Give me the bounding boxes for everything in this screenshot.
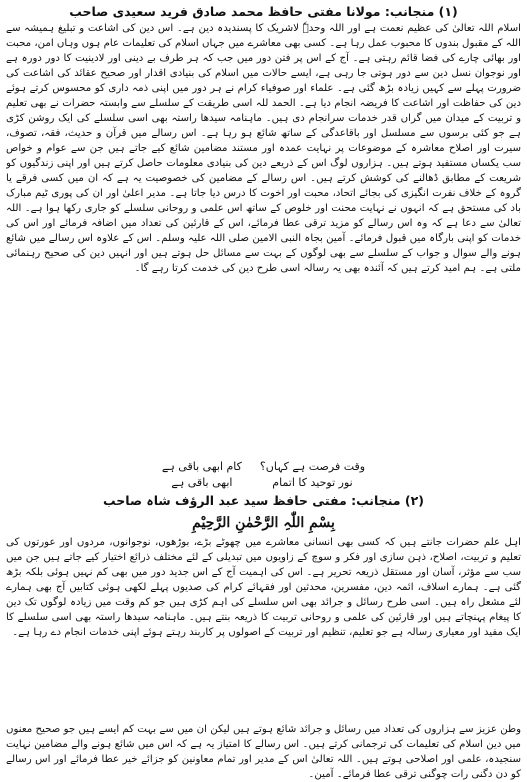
verse-line-2-left: ابھی باقی ہے xyxy=(171,476,233,489)
verse-line-2-right: نور توحید کا اتمام xyxy=(272,476,353,489)
verse-left-column xyxy=(162,459,242,491)
verse-line-1-left: کام ابھی باقی ہے xyxy=(161,460,242,473)
basmala: بِسْمِ اللّٰہِ الرَّحْمٰنِ الرَّحِیْمِ xyxy=(192,515,335,531)
section-2-body: اہل علم حضرات جانتے ہیں کہ کسی بھی انسانی معاشرے میں چھوٹے بڑے، بوڑھوں، نوجوانوں، مردوں اور عورتوں کی تعلیم و تربیت، اصلاح، ذہن سازی اور فکر و سوچ کے زاویوں میں تبدیلی کے لئے مختلف ذرائع اختیار کیے جاتے ہیں جن میں سب سے مؤثر، آسان اور مستقل ذریعہ تحریر ہے۔ اس کی اہمیت آج کے اس جدید دور میں بھی کم نہیں ہوئی بلکہ بڑھ گئی ہے۔ ہمارے اسلاف، ائمہ دین، مفسرین، محدثین اور فقہائے کرام کی صدیوں پہلے لکھی ہوئی کتابیں آج بھی ہمارے لئے مشعل راہ ہیں۔ اسی طرح رسائل و جرائد بھی اس سلسلے کی اہم کڑی ہیں جو کم وقت میں زیادہ لوگوں تک دین کا پیغام پہنچاتے ہیں اور قارئین کی علمی و روحانی تربیت کا ذریعہ بنتے ہیں۔ ماہنامہ سیدھا راستہ بھی اسی سلسلے کا ایک مفید اور معیاری رسالہ ہے جو تعلیم، تنظیم اور تربیت کے اصولوں پر کاربند رہتے ہوئے اپنی خدمات انجام دے رہا ہے۔ xyxy=(6,537,521,638)
poetry-verse xyxy=(6,459,521,491)
verse-right-column xyxy=(260,459,365,491)
section-1-heading: (۱) منجانب: مولانا مفتی حافظ محمد صادق فرید سعیدی صاحب xyxy=(69,4,458,19)
verse-line-1-right: وقت فرصت ہے کہاں؟ xyxy=(259,460,366,473)
section-1-body: اسلام اللہ تعالیٰ کی عظیم نعمت ہے اور اللہ وحدہٗ لاشریک کا پسندیدہ دین ہے۔ اس دین کی اشاعت و تبلیغ ہمیشہ سے اللہ کے مقبول بندوں کا محبوب عمل رہا ہے۔ کسی بھی معاشرے میں جہاں اسلام کی تعلیمات عام ہوں وہاں امن، محبت اور بھائی چارے کی فضا قائم رہتی ہے۔ آج کے اس پر فتن دور میں جب کہ ہر طرف بے دینی اور لادینیت کا دور دورہ ہے اور نوجوان نسل دین سے دور ہوتی جا رہی ہے، ایسے حالات میں اسلام کی بنیادی اقدار اور صحیح عقائد کی اشاعت کی ضرورت پہلے سے کہیں زیادہ بڑھ گئی ہے۔ علماء اور صوفیاء کرام نے ہر دور میں اپنی ذمہ داری کو محسوس کرتے ہوئے دین کی حفاظت اور اشاعت کا فریضہ انجام دیا ہے۔ الحمد للہ اسی طریقت کے سلسلے سے وابستہ حضرات نے بھی تعلیم و تربیت کے میدان میں گراں قدر خدمات سرانجام دی ہیں۔ ماہنامہ سیدھا راستہ بھی اسی سلسلے کی ایک روشن کڑی ہے جو کئی برسوں سے مسلسل اور باقاعدگی کے ساتھ شائع ہو رہا ہے۔ اس رسالے میں قرآن و حدیث، فقہ، تصوف، سیرت اور اصلاح معاشرہ کے موضوعات پر نہایت عمدہ اور مستند مضامین شائع کیے جاتے ہیں جن سے عوام و خواص سب یکساں مستفید ہوتے ہیں۔ ہزاروں لوگ اس کے ذریعے دین کی بنیادی معلومات حاصل کرتے ہیں اور اپنی زندگیوں کو شریعت کے مطابق ڈھالنے کی کوشش کرتے ہیں۔ اس رسالے کے مضامین کی خصوصیت یہ ہے کہ ان میں کسی فرقے یا گروہ کے خلاف نفرت انگیزی کی بجائے اتحاد، محبت اور اخوت کا درس دیا جاتا ہے۔ مدیر اعلیٰ اور ان کی پوری ٹیم مبارک باد کی مستحق ہے کہ انہوں نے نہایت محنت اور خلوص کے ساتھ اس علمی و روحانی سلسلے کو جاری رکھا ہوا ہے۔ اللہ تعالیٰ سے دعا ہے کہ وہ اس رسالے کو مزید ترقی عطا فرمائے، اس کے قارئین کی تعداد میں اضافہ فرمائے اور اس کی خدمات کو اپنی بارگاہ میں قبول فرمائے۔ آمین بجاہ النبی الامین صلی اللہ علیہ وسلم۔ اس کے علاوہ اس رسالے میں شائع ہونے والے سوال و جواب کے سلسلے سے بھی لوگوں کے بہت سے مسائل حل ہوتے ہیں اور انہیں دین کی صحیح رہنمائی ملتی ہے۔ ہم امید کرتے ہیں کہ آئندہ بھی یہ رسالہ اسی طرح دین کی خدمت کرتا رہے گا۔ xyxy=(6,23,521,274)
section-3-body: وطن عزیز سے ہزاروں کی تعداد میں رسائل و جرائد شائع ہوتے ہیں لیکن ان میں سے بہت کم ایسے ہیں جو صحیح معنوں میں دین اسلام کی تعلیمات کی ترجمانی کرتے ہیں۔ اس رسالے کا امتیاز یہ ہے کہ اس میں شائع ہونے والے مضامین نہایت سنجیدہ، علمی اور اصلاحی ہوتے ہیں۔ اللہ تعالیٰ اس کے مدیر اور تمام معاونین کو جزائے خیر عطا فرمائے اور اس رسالے کو دن دگنی رات چوگنی ترقی عطا فرمائے۔ آمین۔ xyxy=(6,724,521,780)
section-2-heading: (۲) منجانب: مفتی حافظ سید عبد الرؤف شاہ صاحب xyxy=(103,493,424,508)
